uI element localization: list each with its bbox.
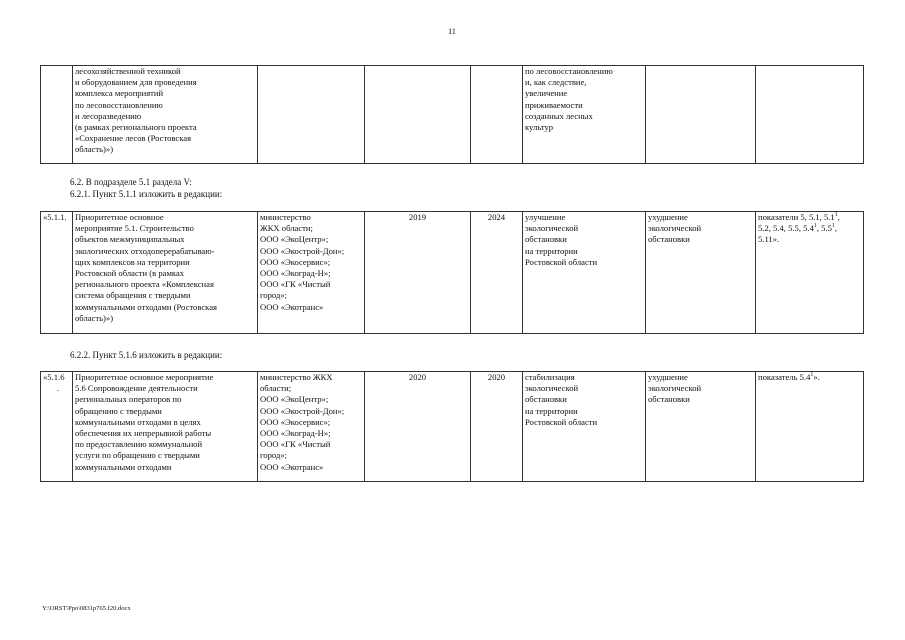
name-cell: Приоритетное основное мероприятие 5.1. Строительство объектов межмуниципальных экологических отходоперерабатываю- щих комплексов на территории Ростовской области (в рамках регионального проекта «Комплексная система обращения с твердыми коммунальными отходами (Ростовская область)»): [73, 212, 258, 334]
effect-cell: улучшение экологической обстановки на территории Ростовской области: [523, 212, 646, 334]
page-number: 11: [448, 27, 456, 36]
table-row: [41, 66, 864, 164]
end-year-cell: [471, 66, 523, 164]
executor-cell: министерство ЖКХ области; ООО «ЭкоЦентр»; ООО «Экострой-Дон»; ООО «Экосервис»; ООО «Экоград-Н»; ООО «ГК «Чистый город»; ООО «Экотранс»: [258, 212, 365, 334]
executor-cell: [258, 66, 365, 164]
start-year-cell: 2020: [365, 372, 471, 482]
indicator-line: показатель $5.4^1$».: [758, 372, 820, 382]
number-cell: [41, 66, 73, 164]
indicator-cell: [756, 66, 864, 164]
table-row: [41, 372, 864, 482]
end-year-cell: 2020: [471, 372, 523, 482]
executor-cell: министерство ЖКХ области; ООО «ЭкоЦентр»; ООО «Экострой-Дон»; ООО «Экосервис»; ООО «Экоград-Н»; ООО «ГК «Чистый город»; ООО «Экотранс»: [258, 372, 365, 482]
number-cell: «5.1.6 .: [41, 372, 73, 482]
continuation-table: [40, 65, 864, 164]
start-year-cell: 2019: [365, 212, 471, 334]
file-path-footer: Y:\ORST\Ppo\0831p765.f20.docx: [42, 605, 131, 612]
paragraph-6-2-2: 6.2.2. Пункт 5.1.6 изложить в редакции:: [70, 350, 223, 360]
name-cell: лесохозяйственной техникой и оборудованием для проведения комплекса мероприятий по лесовосстановлению и лесоразведению (в рамках регионального проекта «Сохранение лесов (Ростовская область)»): [73, 66, 258, 164]
table-row: [41, 212, 864, 334]
indicator-line: показатели 5, 5.1, $5.1^1$,: [758, 212, 840, 222]
end-year-cell: 2024: [471, 212, 523, 334]
consequence-cell: ухудшение экологической обстановки: [646, 372, 756, 482]
indicator-cell: [756, 372, 864, 482]
effect-cell: по лесовосстановлению и, как следствие, увеличение приживаемости созданных лесных культур: [523, 66, 646, 164]
paragraph-6-2-1: 6.2.1. Пункт 5.1.1 изложить в редакции:: [70, 189, 223, 199]
effect-cell: стабилизация экологической обстановки на территории Ростовской области: [523, 372, 646, 482]
table-5-1-6: [40, 371, 864, 482]
consequence-cell: [646, 66, 756, 164]
indicator-line: 5.11».: [758, 234, 780, 245]
indicator-line: 5.2, 5.4, 5.5, $5.4^1$, $5.5^1$,: [758, 223, 838, 234]
name-cell: Приоритетное основное мероприятие 5.6 Сопровождение деятельности региональных операторов по обращению с твердыми коммунальными отходами в целях обеспечения их непрерывной работы по предоставлению коммунальной услуги по обращению с твердыми коммунальными отходами: [73, 372, 258, 482]
paragraph-6-2: 6.2. В подразделе 5.1 раздела V:: [70, 177, 192, 187]
consequence-cell: ухудшение экологической обстановки: [646, 212, 756, 334]
table-5-1-1: [40, 211, 864, 334]
number-cell: «5.1.1.: [41, 212, 73, 334]
start-year-cell: [365, 66, 471, 164]
indicator-cell: [756, 212, 864, 334]
